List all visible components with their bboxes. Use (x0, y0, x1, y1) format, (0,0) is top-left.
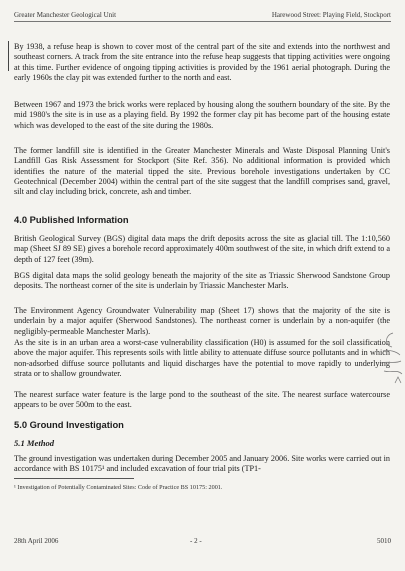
paragraph-method: The ground investigation was undertaken during December 2005 and January 2006. Site works were carried out in accordance with BS 10175¹ and included excavation of four trial pits (TP1- (14, 454, 390, 474)
paragraph-bgs-solid: BGS digital data maps the solid geology beneath the majority of the site as Triassic Sherwood Sandstone Group deposits. The northeast corner of the site is underlain by Triassic Manchester Marls. (14, 271, 390, 291)
footer-date: 28th April 2006 (14, 537, 59, 545)
header-left: Greater Manchester Geological Unit (14, 11, 117, 19)
paragraph-surface-water: The nearest surface water feature is the large pond to the southeast of the site. The nearest surface watercourse appears to be over 500m to the east. (14, 390, 390, 410)
paragraph-history-1967: Between 1967 and 1973 the brick works were replaced by housing along the southern boundary of the site. By the mid 1980's the site is in use as a playing field. By 1992 the former clay pit has become part of the housing estate which was developed to the east of the site during the 1980s. (14, 100, 390, 130)
footer-reference: 5010 (377, 537, 391, 545)
handwritten-margin-annotation (375, 327, 405, 397)
paragraph-landfill: The former landfill site is identified in the Greater Manchester Minerals and Waste Disposal Planning Unit's Landfill Gas Risk Assessment for Stockport (Site Ref. 356). No additional information is provided which identifies the nature of the material tipped the site. Previous borehole investigations undertaken by CC Geotechnical (December 2004) within the central part of the site suggest that the landfill comprises sand, gravel, silt and clay including brick, concrete, ash and timber. (14, 146, 390, 197)
footnote: ¹ Investigation of Potentially Contaminated Sites: Code of Practice BS 10175: 2001. (14, 484, 223, 491)
paragraph-worst-case-classification: As the site is in an urban area a worst-case vulnerability classification (H0) is assumed for the soil classification above the major aquifer. This represents soils with little ability to attenuate diffuse source pollutants and in which non-adsorbed diffuse source pollutants and liquid discharges have the potential to move rapidly to underlying strata or to shallow groundwater. (14, 338, 390, 378)
header-right: Harewood Street: Playing Field, Stockport (271, 11, 391, 19)
paragraph-history-1938: By 1938, a refuse heap is shown to cover most of the central part of the site and extends into the northwest and southeast corners. A track from the site entrance into the refuse heap suggests that tipping activities were ongoing at this time. Further evidence of ongoing tipping activities is provided by the 1961 aerial photograph. During the early 1960s the clay pit was extended further to the north and east. (14, 42, 390, 82)
section-heading-published-information: 4.0 Published Information (14, 214, 129, 225)
header-rule (14, 21, 391, 22)
paragraph-bgs-drift: British Geological Survey (BGS) digital data maps the drift deposits across the site as glacial till. The 1:10,560 map (Sheet SJ 89 SE) gives a borehole record approximately 400m southwest of the site, in which drift extend to a depth of 127 feet (39m). (14, 234, 390, 264)
paragraph-groundwater-vulnerability: The Environment Agency Groundwater Vulnerability map (Sheet 17) shows that the majority of the site is underlain by a major aquifer (Sherwood Sandstones). The northeast corner is underlain by a non-aquifer (the negligibly-permeable Manchester Marls). (14, 306, 390, 336)
subsection-heading-method: 5.1 Method (14, 438, 55, 448)
footnote-rule (14, 478, 134, 479)
section-heading-ground-investigation: 5.0 Ground Investigation (14, 419, 124, 430)
footer-page-number: - 2 - (190, 537, 202, 545)
margin-bracket (8, 41, 13, 71)
